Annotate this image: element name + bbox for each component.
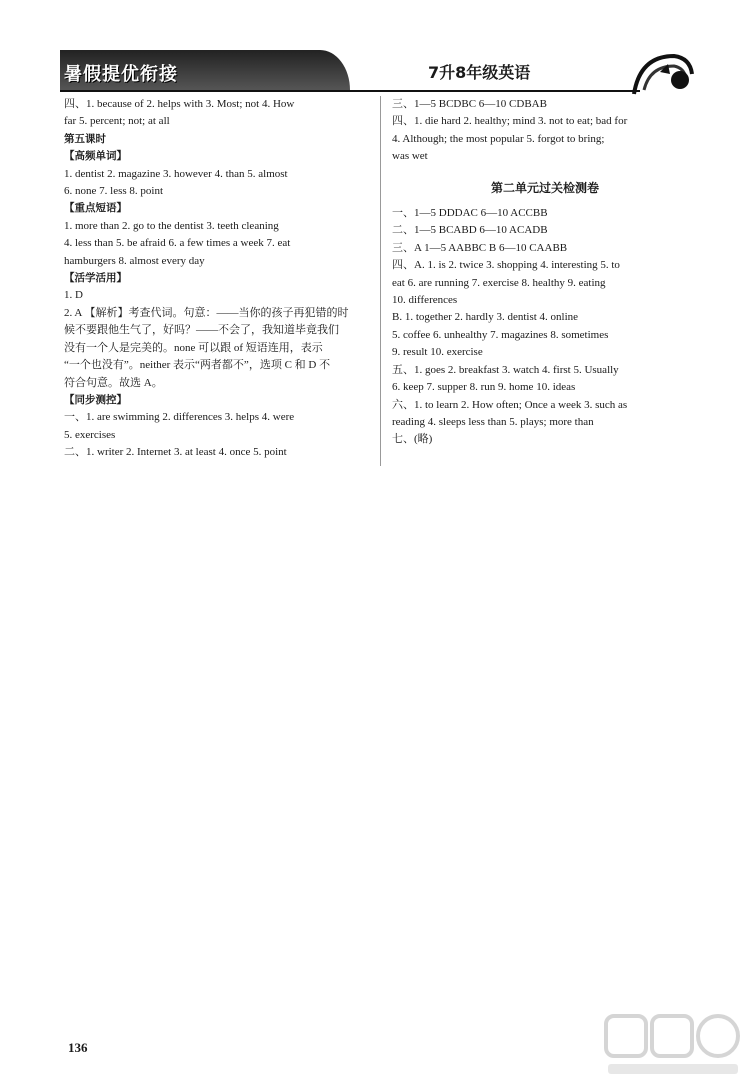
answer-line: 六、1. to learn 2. How often; Once a week 3. such as (392, 398, 628, 411)
answer-line: 二、1—5 BCABD 6—10 ACADB (392, 224, 548, 237)
section-heading: 【同步测控】 (64, 393, 127, 406)
answer-line: 1. dentist 2. magazine 3. however 4. than 5. almost (64, 167, 288, 180)
watermark-logo-icon (604, 1010, 742, 1080)
answer-line: 四、A. 1. is 2. twice 3. shopping 4. interesting 5. to (392, 259, 620, 272)
answer-line: eat 6. are running 7. exercise 8. healthy 9. eating (392, 276, 606, 289)
explanation-line: 候不要跟他生气了，好吗？——不会了，我知道毕竟我们 (64, 324, 339, 337)
answer-line: 一、1. are swimming 2. differences 3. helps 4. were (64, 411, 295, 424)
page-number: 136 (68, 1040, 88, 1055)
answer-line: 四、1. because of 2. helps with 3. Most; not 4. How (64, 98, 295, 110)
section-heading: 【重点短语】 (64, 202, 127, 215)
header-rule (60, 90, 640, 92)
answer-line: 1. D (64, 289, 83, 302)
answer-line: 三、1—5 BCDBC 6—10 CDBAB (392, 98, 547, 110)
unit-test-title: 第二单元过关检测卷 (490, 180, 599, 195)
answer-line: hamburgers 8. almost every day (64, 254, 205, 267)
swirl-logo-icon (630, 50, 694, 100)
answer-line: 10. differences (392, 294, 458, 307)
answer-line: 五、1. goes 2. breakfast 3. watch 4. first 5. Usually (392, 363, 619, 376)
answer-line: reading 4. sleeps less than 5. plays; more than (392, 415, 594, 428)
answer-line: 6. none 7. less 8. point (64, 185, 163, 198)
left-column (64, 96, 370, 462)
right-column (392, 96, 698, 449)
answer-line: 七、(略) (392, 433, 433, 446)
answer-line: 1. more than 2. go to the dentist 3. teeth cleaning (64, 219, 279, 232)
answer-line: 9. result 10. exercise (392, 346, 483, 359)
answer-line: 4. less than 5. be afraid 6. a few times a week 7. eat (64, 237, 291, 250)
header-banner (60, 50, 350, 90)
explanation-line: 没有一个人是完美的。none 可以跟 of 短语连用，表示 (64, 341, 323, 354)
answer-line: B. 1. together 2. hardly 3. dentist 4. online (392, 311, 579, 324)
answer-line: 一、1—5 DDDAC 6—10 ACCBB (392, 207, 548, 220)
explanation-line: “一个也没有”。neither 表示“两者都不”，选项 C 和 D 不 (64, 359, 331, 372)
explanation-line: 符合句意。故选 A。 (64, 376, 163, 389)
answer-line: was wet (392, 150, 428, 163)
answer-line: 5. exercises (64, 428, 116, 441)
answer-line: 4. Although; the most popular 5. forgot to bring; (392, 132, 605, 145)
answer-line: 5. coffee 6. unhealthy 7. magazines 8. sometimes (392, 328, 609, 341)
page-header (60, 50, 700, 102)
answer-line: 四、1. die hard 2. healthy; mind 3. not to eat; bad for (392, 115, 628, 128)
section-heading: 【高频单词】 (64, 150, 127, 163)
section-heading: 【活学活用】 (64, 272, 127, 285)
answer-line: far 5. percent; not; at all (64, 115, 170, 128)
answer-line: 二、1. writer 2. Internet 3. at least 4. once 5. point (64, 446, 287, 459)
column-divider (380, 96, 381, 466)
answer-line: 三、A 1—5 AABBC B 6—10 CAABB (392, 241, 568, 254)
explanation-line: 2. A 【解析】考查代词。句意：——当你的孩子再犯错的时 (64, 306, 349, 319)
answer-line: 6. keep 7. supper 8. run 9. home 10. ideas (392, 381, 576, 394)
book-grade: 7升8年级英语 (428, 63, 531, 82)
book-title: 暑假提优衔接 (64, 64, 178, 85)
lesson-heading: 第五课时 (64, 132, 106, 145)
